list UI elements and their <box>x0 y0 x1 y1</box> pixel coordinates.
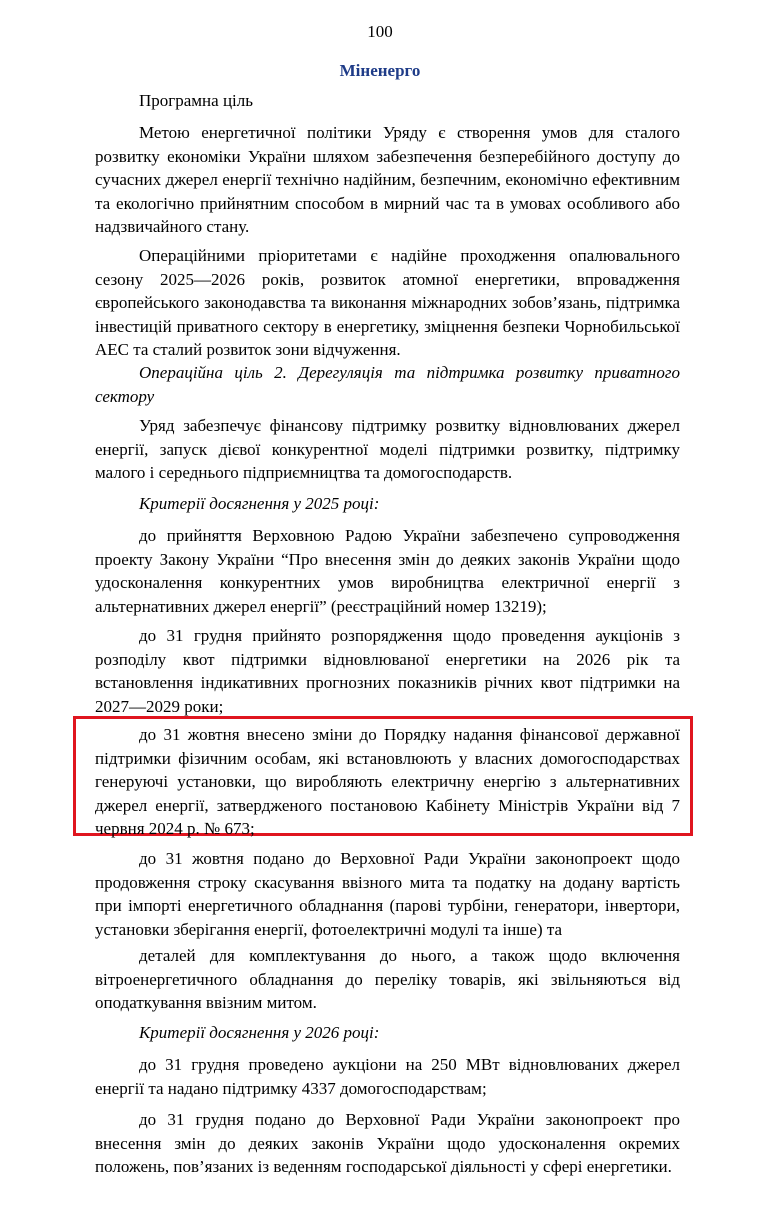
criterion-import-duty-bill-continued: деталей для комплектування до нього, а також щодо включення вітроенергетичного обладнання до переліку товарів, які звільняються від оподаткування ввізним митом. <box>95 946 680 1012</box>
criterion-support-procedure: до 31 жовтня внесено зміни до Порядку надання фінансової державної підтримки фізичним особам, які встановлюють у власних домогосподарствах генеруючі установки, що виробляють електричну енергію з альтернативних джерел енергії, затвердженого постановою Кабінету Міністрів України від 7 червня 2024 р. № 673; <box>95 725 680 838</box>
page-number: 100 <box>367 22 393 41</box>
goal-paragraph: Метою енергетичної політики Уряду є створення умов для сталого розвитку економіки України шляхом забезпечення безперебійного доступу до сучасних джерел енергії технічно надійним, безпечним, економічно ефективним та екологічно прийнятним способом в мирний час та в умовах особливого або надзвичайного стану. <box>95 123 680 236</box>
criterion-import-duty-bill: до 31 жовтня подано до Верховної Ради України законопроект щодо продовження строку скасування ввізного мита та податку на додану вартість при імпорті енергетичного обладнання (парові турбіни, генератори, інвертори, установки зберігання енергії, фотоелектричні модулі та інше) та <box>95 849 680 939</box>
criterion-law-support: до прийняття Верховною Радою України забезпечено супроводження проекту Закону України “Про внесення змін до деяких законів України щодо удосконалення конкурентних умов виробництва електричної енергії з альтернативних джерел енергії” (реєстраційний номер 13219); <box>95 526 680 616</box>
criterion-auctions-order: до 31 грудня прийнято розпорядження щодо проведення аукціонів з розподілу квот підтримки відновлюваної енергетики на 2026 рік та встановлення індикативних прогнозних показників річних квот підтримки на 2027—2029 роки; <box>95 626 680 716</box>
program-goal-label: Програмна ціль <box>139 91 254 110</box>
priorities-paragraph: Операційними пріоритетами є надійне проходження опалювального сезону 2025—2026 років, розвиток атомної енергетики, впровадження європейського законодавства та виконання міжнародних зобов’язань, підтримка інвестицій приватного сектору в енергетику, зміцнення безпеки Чорнобильської АЕС та сталий розвиток зони відчуження. <box>95 246 680 359</box>
operational-goal-heading: Операційна ціль 2. Дерегуляція та підтримка розвитку приватного сектору <box>95 363 680 406</box>
ministry-heading: Міненерго <box>339 61 421 80</box>
government-support-paragraph: Уряд забезпечує фінансову підтримку розвитку відновлюваних джерел енергії, запуск дієвої конкурентної моделі підтримки розвитку, підтримку малого і середнього підприємництва та домогосподарств. <box>95 416 680 482</box>
criterion-2026-bill: до 31 грудня подано до Верховної Ради України законопроект про внесення змін до деяких законів України щодо удосконалення окремих положень, пов’язаних із веденням господарської діяльності у сфері енергетики. <box>95 1110 680 1176</box>
criteria-2026-heading: Критерії досягнення у 2026 році: <box>139 1023 380 1042</box>
criterion-2026-auctions: до 31 грудня проведено аукціони на 250 МВт відновлюваних джерел енергії та надано підтримку 4337 домогосподарствам; <box>95 1055 680 1098</box>
criteria-2025-heading: Критерії досягнення у 2025 році: <box>139 494 380 513</box>
